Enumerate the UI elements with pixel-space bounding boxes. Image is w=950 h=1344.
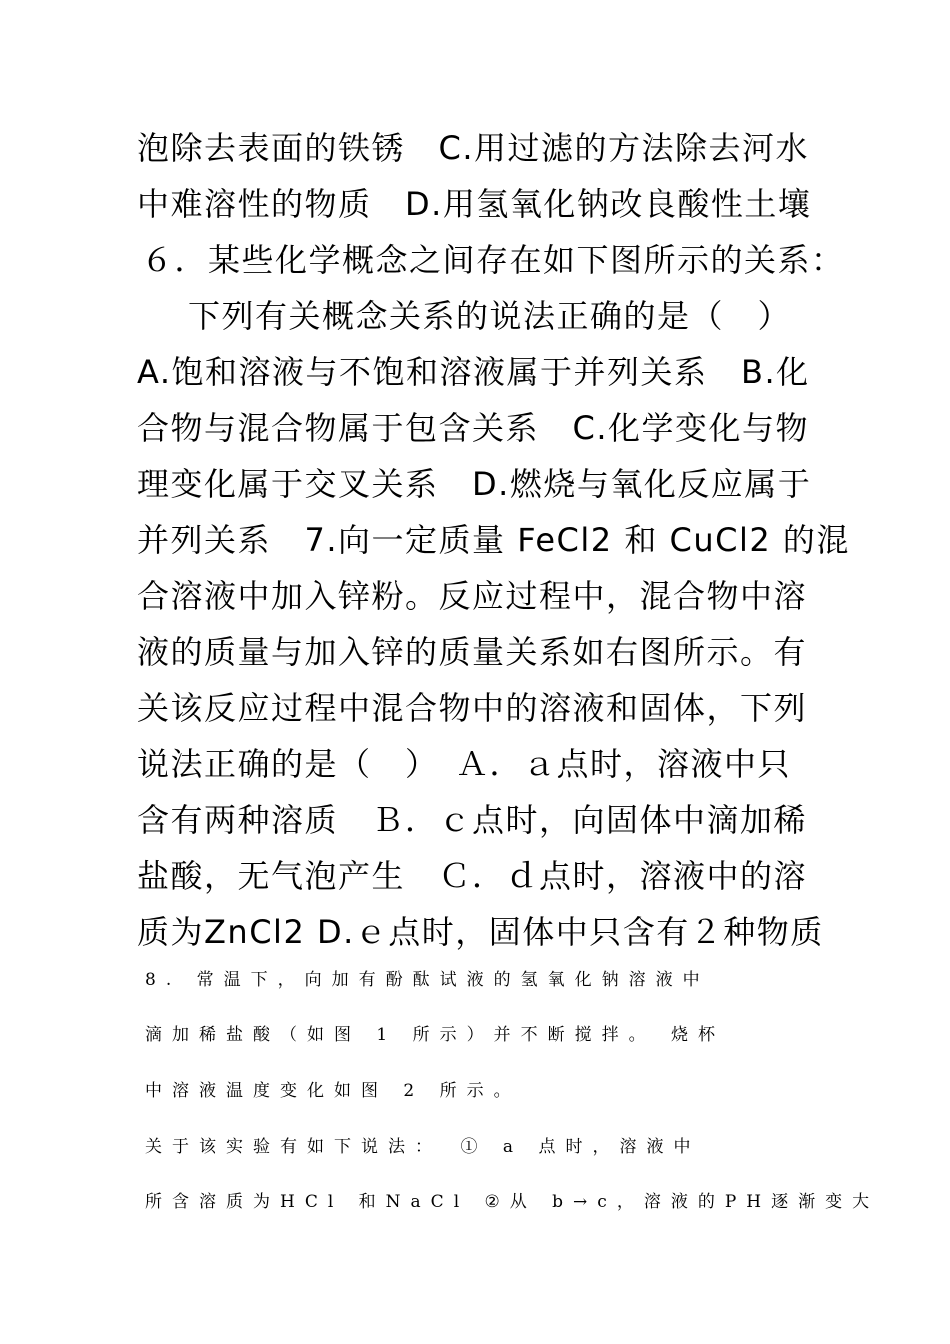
text-line: 中难溶性的物质 D.用氢氧化钠改良酸性土壤	[137, 185, 812, 223]
text-line: 中溶液温度变化如图 2 所示。	[145, 1081, 521, 1101]
question-7-line: 并列关系 7.向一定质量 FeCl2 和 CuCl2 的混	[137, 521, 850, 559]
text-line: 质为ZnCl2 D.ｅ点时，固体中只含有２种物质	[137, 913, 824, 951]
text-line: A.饱和溶液与不饱和溶液属于并列关系 B.化	[137, 353, 810, 391]
question-6-line: ６．某些化学概念之间存在如下图所示的关系：	[141, 241, 845, 279]
question-8-line: 8. 常温下，向加有酚酞试液的氢氧化钠溶液中	[145, 970, 710, 990]
text-line: 滴加稀盐酸（如图 1 所示）并不断搅拌。 烧杯	[145, 1025, 726, 1045]
text-line: 含有两种溶质 Ｂ．ｃ点时，向固体中滴加稀	[137, 801, 808, 839]
text-line: 液的质量与加入锌的质量关系如右图所示。有	[137, 633, 808, 671]
text-line: 合溶液中加入锌粉。反应过程中，混合物中溶	[137, 577, 808, 615]
text-line: 关该反应过程中混合物中的溶液和固体，下列	[137, 689, 808, 727]
text-line: 泡除去表面的铁锈 C.用过滤的方法除去河水	[137, 129, 810, 167]
text-line: 盐酸，无气泡产生 Ｃ．ｄ点时，溶液中的溶	[137, 857, 808, 895]
text-line: 理变化属于交叉关系 D.燃烧与氧化反应属于	[137, 465, 812, 503]
text-line: 所含溶质为HCl 和NaCl ②从 b→c，溶液的PH逐渐变大	[145, 1192, 880, 1212]
text-line: 合物与混合物属于包含关系 C.化学变化与物	[137, 409, 810, 447]
text-line: 下列有关概念关系的说法正确的是（ ）	[188, 297, 792, 335]
text-line: 说法正确的是（ ） Ａ．ａ点时，溶液中只	[137, 745, 792, 783]
text-line: 关于该实验有如下说法： ① a 点时，溶液中	[145, 1137, 701, 1157]
